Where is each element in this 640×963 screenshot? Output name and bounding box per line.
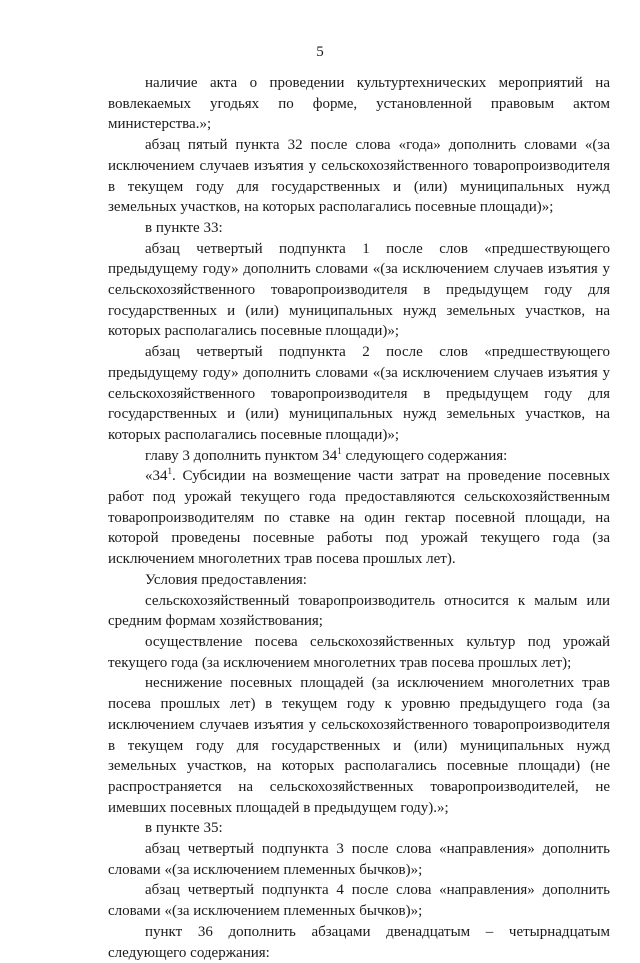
paragraph-4: абзац четвертый подпункта 1 после слов «предшествующего предыдущему году» дополнить словами «(за исключением случаев изъятия у сельскохозяйственного товаропроизводителя в предыдущем году для государственных и (или) муниципальных нужд земельных участков, на которых располагались посевные площади)»;: [108, 240, 610, 340]
paragraph-7-before: «34: [145, 468, 168, 485]
paragraph-9: сельскохозяйственный товаропроизводитель относится к малым или средним формам хозяйствования;: [108, 592, 610, 630]
paragraph-5: абзац четвертый подпункта 2 после слов «предшествующего предыдущему году» дополнить словами «(за исключением случаев изъятия у сельскохозяйственного товаропроизводителя в предыдущем году для государственных и (или) муниципальных нужд земельных участков, на которых располагались посевные площади)»;: [108, 344, 610, 443]
paragraph-15: пункт 36 дополнить абзацами двенадцатым – четырнадцатым следующего содержания:: [108, 923, 610, 961]
paragraph-1: наличие акта о проведении культуртехнических мероприятий на вовлекаемых угодьях по форме, установленной правовым актом министерства.»;: [108, 75, 610, 133]
superscript: 1: [337, 445, 342, 456]
paragraph-7: [108, 466, 610, 570]
paragraph-7-after: . Субсидии на возмещение части затрат на проведение посевных работ под урожай текущего года предоставляются сельскохозяйственным товаропроизводителям по ставке на один гектар посевной площади, на которой проведены посевные работы под урожай текущего года (за исключением многолетних трав посева прошлых лет).: [108, 468, 610, 568]
paragraph-3: в пункте 33:: [145, 219, 223, 236]
document-body: [108, 73, 610, 963]
paragraph-12: в пункте 35:: [145, 820, 223, 837]
paragraph-11: неснижение посевных площадей (за исключением многолетних трав посева прошлых лет) в текущем году к уровню предыдущего года (за исключением случаев изъятия у сельскохозяйственного товаропроизводителя в текущем году для государственных и (или) муниципальных нужд земельных участков, на которых располагались посевные площади) (не распространяется на сельскохозяйственных товаропроизводителей, не имевших посевных площадей в предыдущем году).»;: [108, 675, 610, 816]
paragraph-6: [108, 446, 610, 467]
paragraph-6-before: главу 3 дополнить пунктом 34: [145, 447, 338, 464]
paragraph-13: абзац четвертый подпункта 3 после слова «направления» дополнить словами «(за исключением племенных бычков)»;: [108, 841, 610, 878]
paragraph-10: осуществление посева сельскохозяйственных культур под урожай текущего года (за исключением многолетних трав посева прошлых лет);: [108, 633, 610, 671]
paragraph-8: Условия предоставления:: [145, 571, 307, 588]
paragraph-2: абзац пятый пункта 32 после слова «года» дополнить словами «(за исключением случаев изъятия у сельскохозяйственного товаропроизводителя в текущем году для государственных и (или) муниципальных нужд земельных участков, на которых располагались посевные площади)»;: [108, 137, 610, 216]
paragraph-6-after: следующего содержания:: [341, 447, 508, 464]
paragraph-14: абзац четвертый подпункта 4 после слова «направления» дополнить словами «(за исключением племенных бычков)»;: [108, 882, 610, 920]
superscript: 1: [167, 466, 172, 477]
page-number: 5: [316, 44, 324, 60]
